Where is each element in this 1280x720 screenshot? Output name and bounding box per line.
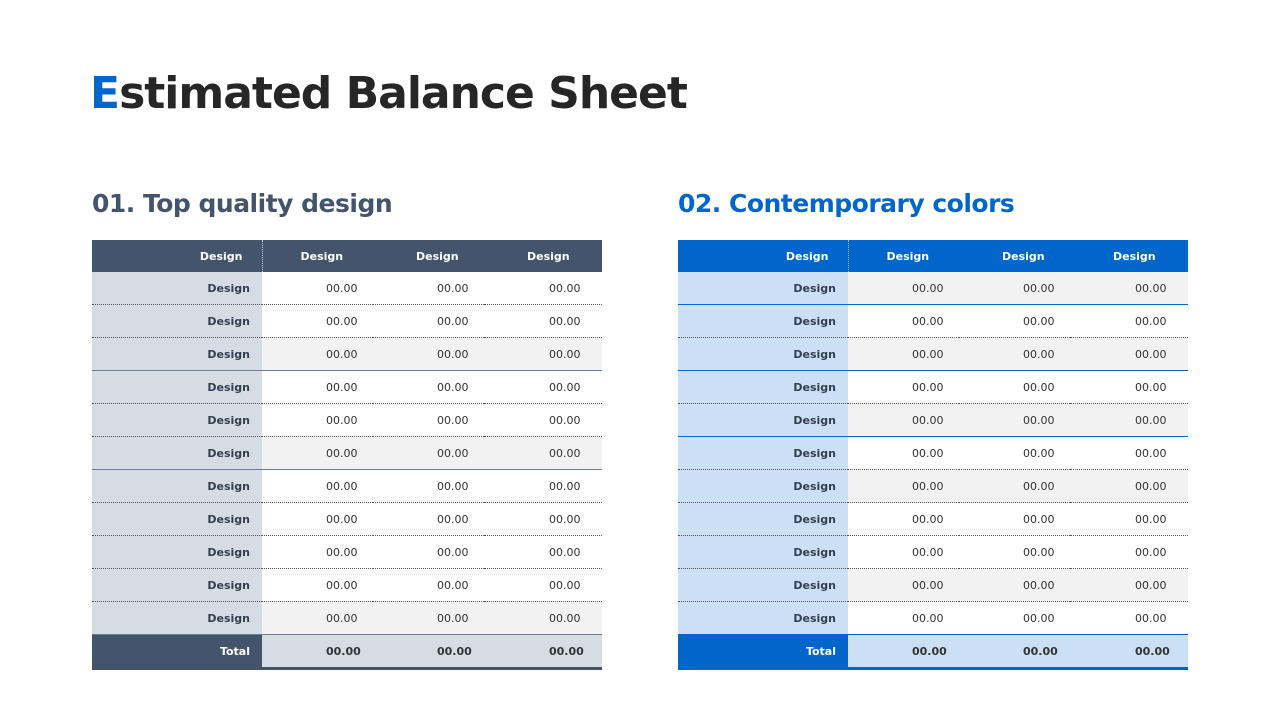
cell-value: 00.00 <box>1070 437 1188 470</box>
cell-value: 00.00 <box>848 404 959 437</box>
row-label: Design <box>92 272 262 305</box>
row-label: Design <box>678 569 848 602</box>
header-row <box>92 240 602 272</box>
cell-value: 00.00 <box>373 371 484 404</box>
cell-value: 00.00 <box>262 470 373 503</box>
total-value: 00.00 <box>484 635 602 669</box>
cell-value: 00.00 <box>373 602 484 635</box>
cell-value: 00.00 <box>262 338 373 371</box>
cell-value: 00.00 <box>484 569 602 602</box>
cell-value: 00.00 <box>373 503 484 536</box>
total-label: Total <box>92 635 262 669</box>
row-label: Design <box>92 338 262 371</box>
cell-value: 00.00 <box>262 371 373 404</box>
column-header: Design <box>1070 240 1188 272</box>
cell-value: 00.00 <box>959 470 1070 503</box>
total-value: 00.00 <box>848 635 959 669</box>
cell-value: 00.00 <box>373 305 484 338</box>
cell-value: 00.00 <box>959 437 1070 470</box>
table-row <box>678 602 1188 635</box>
cell-value: 00.00 <box>848 536 959 569</box>
table-row <box>678 404 1188 437</box>
cell-value: 00.00 <box>262 503 373 536</box>
cell-value: 00.00 <box>262 437 373 470</box>
column-header: Design <box>484 240 602 272</box>
column-header: Design <box>678 240 848 272</box>
cell-value: 00.00 <box>959 602 1070 635</box>
section-2-title: 02. Contemporary colors <box>678 189 1015 218</box>
table-row <box>92 536 602 569</box>
cell-value: 00.00 <box>959 503 1070 536</box>
row-label: Design <box>678 371 848 404</box>
cell-value: 00.00 <box>484 404 602 437</box>
cell-value: 00.00 <box>959 536 1070 569</box>
cell-value: 00.00 <box>1070 404 1188 437</box>
cell-value: 00.00 <box>959 569 1070 602</box>
cell-value: 00.00 <box>262 272 373 305</box>
column-header: Design <box>959 240 1070 272</box>
cell-value: 00.00 <box>484 470 602 503</box>
cell-value: 00.00 <box>848 503 959 536</box>
table-row <box>92 437 602 470</box>
table-row <box>92 371 602 404</box>
total-value: 00.00 <box>1070 635 1188 669</box>
table-row <box>678 569 1188 602</box>
cell-value: 00.00 <box>848 602 959 635</box>
row-label: Design <box>678 536 848 569</box>
cell-value: 00.00 <box>1070 536 1188 569</box>
cell-value: 00.00 <box>373 470 484 503</box>
table-row <box>678 371 1188 404</box>
table-footer <box>92 635 602 669</box>
cell-value: 00.00 <box>959 338 1070 371</box>
cell-value: 00.00 <box>848 470 959 503</box>
cell-value: 00.00 <box>1070 338 1188 371</box>
table-header <box>92 240 602 272</box>
cell-value: 00.00 <box>262 602 373 635</box>
table-header <box>678 240 1188 272</box>
total-value: 00.00 <box>262 635 373 669</box>
total-value: 00.00 <box>373 635 484 669</box>
cell-value: 00.00 <box>848 305 959 338</box>
table-body <box>678 272 1188 635</box>
cell-value: 00.00 <box>373 569 484 602</box>
table-row <box>92 470 602 503</box>
cell-value: 00.00 <box>1070 272 1188 305</box>
title-first-letter: E <box>90 68 120 119</box>
table-row <box>678 338 1188 371</box>
cell-value: 00.00 <box>848 272 959 305</box>
cell-value: 00.00 <box>484 371 602 404</box>
cell-value: 00.00 <box>848 371 959 404</box>
column-header: Design <box>848 240 959 272</box>
table-row <box>92 404 602 437</box>
column-header: Design <box>373 240 484 272</box>
table-row <box>92 602 602 635</box>
total-value: 00.00 <box>959 635 1070 669</box>
cell-value: 00.00 <box>262 569 373 602</box>
column-header: Design <box>92 240 262 272</box>
header-row <box>678 240 1188 272</box>
cell-value: 00.00 <box>484 305 602 338</box>
cell-value: 00.00 <box>484 437 602 470</box>
cell-value: 00.00 <box>262 305 373 338</box>
table-body <box>92 272 602 635</box>
cell-value: 00.00 <box>373 272 484 305</box>
table-row <box>92 305 602 338</box>
cell-value: 00.00 <box>484 338 602 371</box>
cell-value: 00.00 <box>1070 602 1188 635</box>
cell-value: 00.00 <box>1070 305 1188 338</box>
cell-value: 00.00 <box>484 503 602 536</box>
row-label: Design <box>678 503 848 536</box>
row-label: Design <box>678 338 848 371</box>
row-label: Design <box>92 371 262 404</box>
cell-value: 00.00 <box>373 404 484 437</box>
table-row <box>678 437 1188 470</box>
table-row <box>92 338 602 371</box>
table-footer <box>678 635 1188 669</box>
table-row <box>92 503 602 536</box>
row-label: Design <box>678 470 848 503</box>
section-1-title: 01. Top quality design <box>92 189 393 218</box>
row-label: Design <box>92 536 262 569</box>
cell-value: 00.00 <box>373 536 484 569</box>
table-row <box>678 536 1188 569</box>
cell-value: 00.00 <box>262 404 373 437</box>
cell-value: 00.00 <box>959 371 1070 404</box>
table-row <box>678 503 1188 536</box>
table-row <box>92 569 602 602</box>
cell-value: 00.00 <box>959 272 1070 305</box>
cell-value: 00.00 <box>1070 503 1188 536</box>
cell-value: 00.00 <box>373 437 484 470</box>
total-label: Total <box>678 635 848 669</box>
cell-value: 00.00 <box>848 437 959 470</box>
cell-value: 00.00 <box>959 404 1070 437</box>
row-label: Design <box>678 404 848 437</box>
table-row <box>678 470 1188 503</box>
balance-table-1 <box>92 240 602 670</box>
table-row <box>678 272 1188 305</box>
cell-value: 00.00 <box>1070 470 1188 503</box>
cell-value: 00.00 <box>484 272 602 305</box>
cell-value: 00.00 <box>262 536 373 569</box>
row-label: Design <box>92 404 262 437</box>
cell-value: 00.00 <box>959 305 1070 338</box>
total-row <box>92 635 602 669</box>
cell-value: 00.00 <box>373 338 484 371</box>
total-row <box>678 635 1188 669</box>
row-label: Design <box>92 602 262 635</box>
row-label: Design <box>92 569 262 602</box>
cell-value: 00.00 <box>1070 569 1188 602</box>
table-row <box>92 272 602 305</box>
page-title <box>90 66 687 122</box>
row-label: Design <box>678 272 848 305</box>
row-label: Design <box>92 437 262 470</box>
cell-value: 00.00 <box>484 536 602 569</box>
balance-table-2 <box>678 240 1188 670</box>
row-label: Design <box>678 437 848 470</box>
cell-value: 00.00 <box>1070 371 1188 404</box>
row-label: Design <box>92 503 262 536</box>
row-label: Design <box>92 305 262 338</box>
row-label: Design <box>92 470 262 503</box>
column-header: Design <box>262 240 373 272</box>
cell-value: 00.00 <box>848 338 959 371</box>
cell-value: 00.00 <box>484 602 602 635</box>
table-row <box>678 305 1188 338</box>
title-rest: stimated Balance Sheet <box>119 68 687 119</box>
row-label: Design <box>678 602 848 635</box>
cell-value: 00.00 <box>848 569 959 602</box>
row-label: Design <box>678 305 848 338</box>
